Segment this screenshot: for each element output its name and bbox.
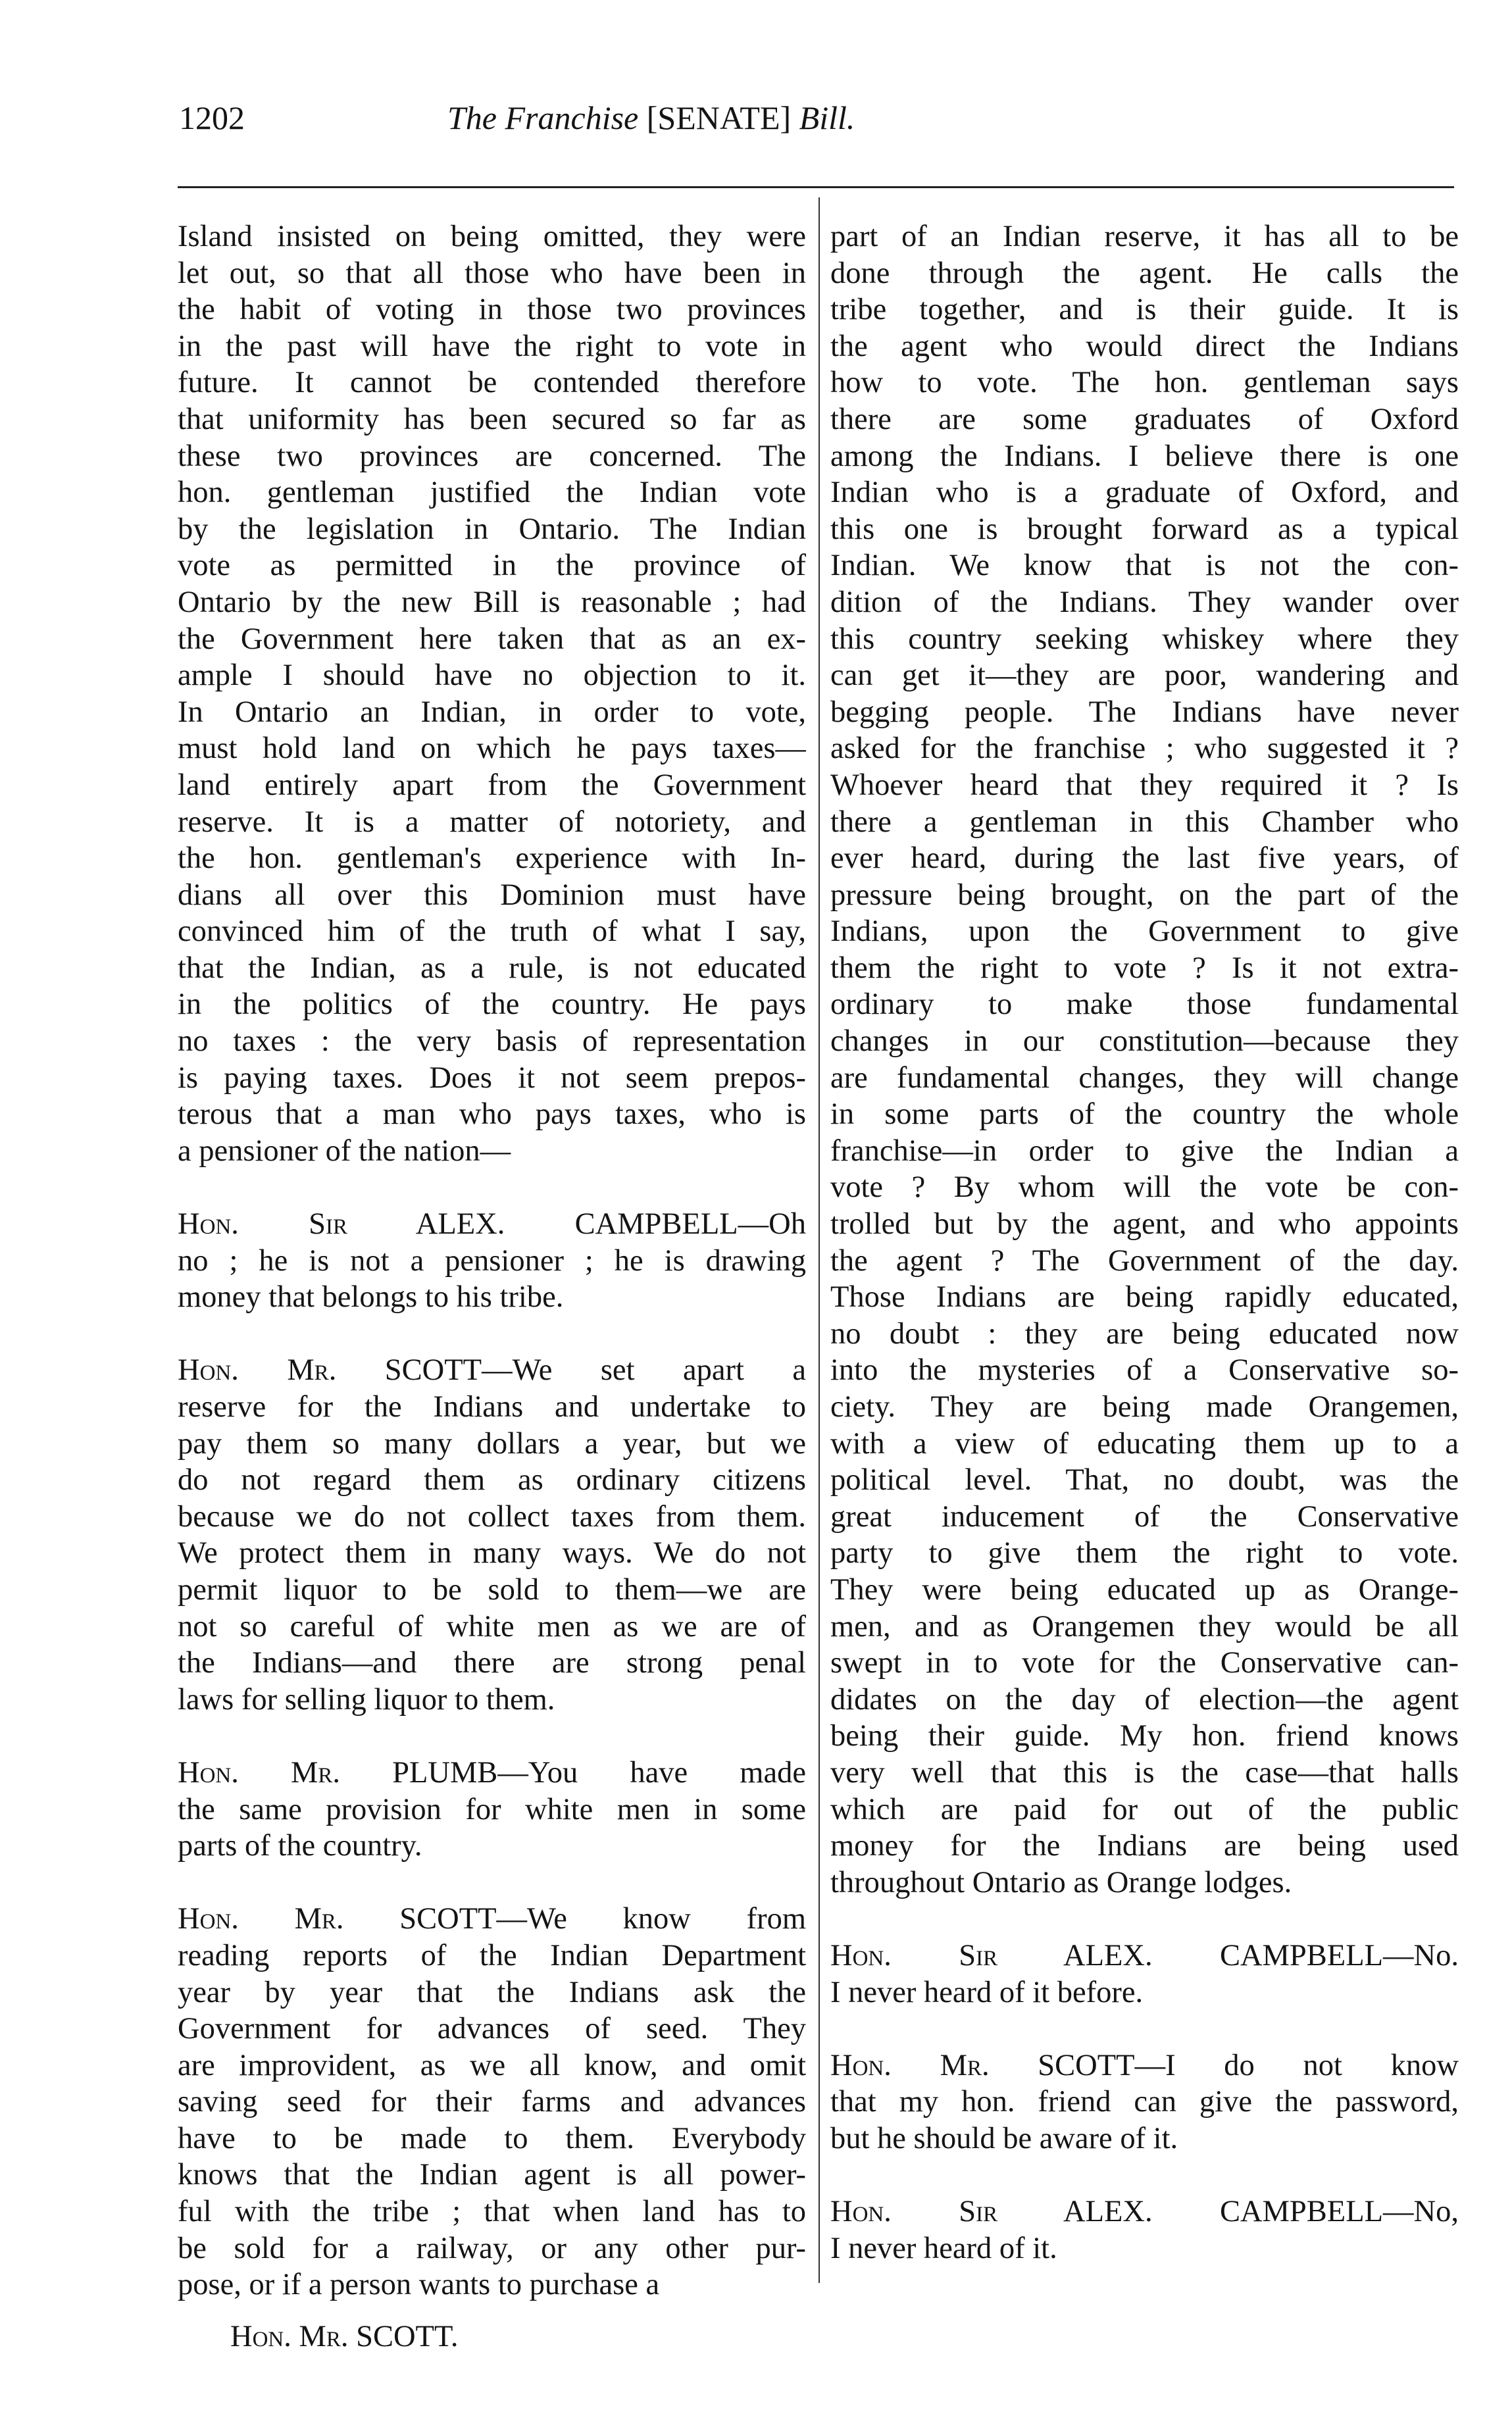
text-line: [830, 1645, 1459, 1682]
line-text: among the Indians. I believe there is one: [830, 439, 1459, 473]
text-line: [830, 255, 1459, 292]
line-text: vote ? By whom will the vote be con-: [830, 1170, 1459, 1205]
line-text: terous that a man who pays taxes, who is: [178, 1097, 806, 1132]
text-line: [830, 1682, 1459, 1718]
text-line: [178, 328, 806, 365]
text-line: [830, 1316, 1459, 1353]
running-title-bill: Bill.: [799, 99, 855, 136]
text-line: [830, 840, 1459, 877]
text-line: [178, 767, 806, 804]
text-line: [178, 1792, 806, 1828]
line-text: the agent who would direct the Indians: [830, 329, 1459, 363]
text-line: [178, 2194, 806, 2230]
line-text: the hon. gentleman's experience with In-: [178, 841, 806, 876]
running-title: [447, 99, 855, 137]
paragraph: [830, 1901, 1459, 2011]
text-line: [830, 2120, 1459, 2157]
paragraph-gap: [830, 2011, 1459, 2047]
line-text: —I do not know: [1134, 2048, 1459, 2082]
line-text: the Indians—and there are strong penal: [178, 1646, 806, 1680]
running-head: [0, 99, 1512, 151]
text-line: [178, 694, 806, 731]
paragraph: [178, 218, 806, 1169]
paragraph: [178, 1316, 806, 1718]
line-text: there a gentleman in this Chamber who: [830, 805, 1459, 839]
line-text: begging people. The Indians have never: [830, 695, 1459, 729]
text-line: [830, 511, 1459, 548]
line-text: pay them so many dollars a year, but we: [178, 1426, 806, 1461]
line-text: In Ontario an Indian, in order to vote,: [178, 695, 806, 729]
text-line: [830, 950, 1459, 987]
line-text: throughout Ontario as Orange lodges.: [830, 1865, 1292, 1899]
line-text: Government for advances of seed. They: [178, 2012, 806, 2046]
text-line: [178, 2230, 806, 2267]
line-text: I never heard of it before.: [830, 1975, 1144, 2009]
line-text: by the legislation in Ontario. The Indian: [178, 512, 806, 546]
text-line: [830, 1974, 1459, 2011]
line-text: be sold for a railway, or any other pur-: [178, 2231, 806, 2265]
text-line: [178, 547, 806, 584]
line-text: can get it—they are poor, wandering and: [830, 659, 1459, 693]
line-text: these two provinces are concerned. The: [178, 439, 806, 473]
text-line: [178, 804, 806, 841]
line-text: We protect them in many ways. We do not: [178, 1536, 806, 1570]
text-line: [178, 401, 806, 438]
line-text: Island insisted on being omitted, they were: [178, 220, 806, 253]
text-line: [178, 1755, 806, 1792]
line-text: —We set apart a: [482, 1353, 806, 1388]
line-text: dians all over this Dominion must have: [178, 878, 806, 912]
text-line: [830, 1279, 1459, 1316]
text-line: [178, 218, 806, 255]
line-text: money that belongs to his tribe.: [178, 1280, 564, 1315]
line-text: the agent ? The Government of the day.: [830, 1243, 1459, 1278]
line-text: a pensioner of the nation—: [178, 1134, 511, 1168]
speaker-name: Hon. Sir ALEX. CAMPBELL: [178, 1207, 738, 1242]
text-line: [178, 1023, 806, 1060]
header-rule: [178, 186, 1454, 188]
text-line: [178, 511, 806, 548]
text-line: [830, 1060, 1459, 1097]
line-text: ordinary to make those fundamental: [830, 988, 1459, 1022]
text-line: [178, 1645, 806, 1682]
line-text: didates on the day of election—the agent: [830, 1682, 1459, 1717]
line-text: Those Indians are being rapidly educated,: [830, 1280, 1459, 1315]
line-text: have to be made to them. Everybody: [178, 2121, 806, 2155]
text-line: [830, 364, 1459, 401]
text-line: [178, 730, 806, 767]
line-text: that my hon. friend can give the password,: [830, 2085, 1459, 2119]
line-text: ful with the tribe ; that when land has to: [178, 2195, 806, 2229]
text-line: [178, 1279, 806, 1316]
text-line: [830, 1718, 1459, 1755]
line-text: this one is brought forward as a typical: [830, 512, 1459, 546]
line-text: convinced him of the truth of what I say,: [178, 915, 806, 949]
line-text: being their guide. My hon. friend knows: [830, 1719, 1459, 1753]
line-text: there are some graduates of Oxford: [830, 402, 1459, 436]
line-text: saving seed for their farms and advances: [178, 2085, 806, 2119]
line-text: Indians, upon the Government to give: [830, 915, 1459, 949]
line-text: into the mysteries of a Conservative so-: [830, 1353, 1459, 1388]
text-line: [830, 1462, 1459, 1499]
text-line: [830, 1828, 1459, 1865]
line-text: dition of the Indians. They wander over: [830, 585, 1459, 619]
text-line: [830, 1865, 1459, 1901]
text-line: [830, 1792, 1459, 1828]
speaker-name: Hon. Mr. SCOTT: [830, 2048, 1135, 2082]
line-text: laws for selling liquor to them.: [178, 1682, 555, 1717]
line-text: swept in to vote for the Conservative can-: [830, 1646, 1459, 1680]
line-text: great inducement of the Conservative: [830, 1499, 1459, 1534]
text-line: [178, 950, 806, 987]
line-text: Ontario by the new Bill is reasonable ; had: [178, 585, 806, 619]
text-line: [178, 621, 806, 658]
text-line: [178, 1828, 806, 1865]
line-text: no doubt : they are being educated now: [830, 1317, 1459, 1351]
text-line: [830, 2194, 1459, 2230]
line-text: —You have made: [497, 1755, 806, 1790]
text-line: [830, 1938, 1459, 1974]
right-column: [830, 218, 1459, 2267]
text-line: [830, 218, 1459, 255]
paragraph-gap: [178, 1169, 806, 1206]
line-text: Indian who is a graduate of Oxford, and: [830, 476, 1459, 510]
line-text: are improvident, as we all know, and omit: [178, 2048, 806, 2082]
line-text: do not regard them as ordinary citizens: [178, 1463, 806, 1497]
text-line: [830, 1023, 1459, 1060]
line-text: this country seeking whiskey where they: [830, 622, 1459, 656]
text-line: [178, 1974, 806, 2011]
line-text: Whoever heard that they required it ? Is: [830, 768, 1459, 802]
line-text: pose, or if a person wants to purchase a: [178, 2268, 660, 2302]
text-line: [178, 2011, 806, 2047]
text-line: [178, 1352, 806, 1389]
text-line: [178, 1389, 806, 1426]
line-text: year by year that the Indians ask the: [178, 1975, 806, 2009]
text-line: [178, 474, 806, 511]
text-line: [178, 1133, 806, 1170]
text-line: [178, 291, 806, 328]
text-line: [178, 2120, 806, 2157]
line-text: with a view of educating them up to a: [830, 1426, 1459, 1461]
paragraph: [830, 2011, 1459, 2157]
text-line: [830, 2084, 1459, 2120]
text-line: [830, 291, 1459, 328]
line-text: They were being educated up as Orange-: [830, 1572, 1459, 1607]
line-text: franchise—in order to give the Indian a: [830, 1134, 1459, 1168]
line-text: in some parts of the country the whole: [830, 1097, 1459, 1132]
text-line: [830, 1352, 1459, 1389]
text-line: [830, 1755, 1459, 1792]
line-text: permit liquor to be sold to them—we are: [178, 1572, 806, 1607]
line-text: done through the agent. He calls the: [830, 256, 1459, 290]
text-line: [830, 913, 1459, 950]
line-text: not so careful of white men as we are of: [178, 1609, 806, 1643]
paragraph: [178, 1718, 806, 1864]
line-text: hon. gentleman justified the Indian vote: [178, 476, 806, 510]
line-text: is paying taxes. Does it not seem prepos-: [178, 1061, 806, 1095]
text-line: [830, 877, 1459, 914]
paragraph-gap: [830, 1901, 1459, 1938]
paragraph-gap: [178, 1865, 806, 1901]
line-text: ample I should have no objection to it.: [178, 659, 806, 693]
speaker-name: Hon. Mr. SCOTT: [178, 1353, 482, 1388]
line-text: how to vote. The hon. gentleman says: [830, 366, 1459, 400]
text-line: [178, 657, 806, 694]
running-title-house: [SENATE]: [646, 99, 792, 136]
text-line: [830, 1572, 1459, 1609]
text-line: [178, 840, 806, 877]
line-text: the habit of voting in those two provinces: [178, 293, 806, 327]
line-text: but he should be aware of it.: [830, 2121, 1178, 2155]
line-text: no taxes : the very basis of representation: [178, 1024, 806, 1059]
text-line: [178, 877, 806, 914]
text-line: [830, 1426, 1459, 1463]
text-line: [830, 2230, 1459, 2267]
left-column: [178, 218, 806, 2303]
text-line: [830, 474, 1459, 511]
text-line: [178, 438, 806, 475]
line-text: political level. That, no doubt, was the: [830, 1463, 1459, 1497]
line-text: I never heard of it.: [830, 2231, 1057, 2265]
text-line: [830, 804, 1459, 841]
speaker-name: Hon. Sir ALEX. CAMPBELL: [830, 1938, 1384, 1972]
text-line: [830, 1169, 1459, 1206]
text-line: [178, 1243, 806, 1280]
text-line: [178, 2267, 806, 2303]
text-line: [178, 1060, 806, 1097]
paragraph: [830, 2157, 1459, 2267]
line-text: are fundamental changes, they will change: [830, 1061, 1459, 1095]
text-line: [830, 547, 1459, 584]
text-line: [178, 1462, 806, 1499]
line-text: in the politics of the country. He pays: [178, 988, 806, 1022]
line-text: vote as permitted in the province of: [178, 549, 806, 583]
text-line: [830, 986, 1459, 1023]
text-line: [830, 767, 1459, 804]
text-line: [178, 986, 806, 1023]
line-text: the same provision for white men in some: [178, 1792, 806, 1826]
line-text: —We know from: [496, 1902, 806, 1936]
speaker-name: Hon. Sir ALEX. CAMPBELL: [830, 2195, 1384, 2229]
text-line: [178, 1206, 806, 1243]
text-line: [178, 913, 806, 950]
speaker-name: Hon. Mr. PLUMB: [178, 1755, 498, 1790]
line-text: Indian. We know that is not the con-: [830, 549, 1459, 583]
line-text: must hold land on which he pays taxes—: [178, 732, 806, 766]
text-line: [178, 2047, 806, 2084]
line-text: trolled but by the agent, and who appoints: [830, 1207, 1459, 1242]
line-text: ciety. They are being made Orangemen,: [830, 1390, 1459, 1424]
text-line: [830, 730, 1459, 767]
line-text: that uniformity has been secured so far as: [178, 402, 806, 436]
text-line: [830, 584, 1459, 621]
text-line: [178, 1609, 806, 1645]
paragraph: [830, 218, 1459, 1901]
line-text: —Oh: [738, 1207, 806, 1242]
line-text: party to give them the right to vote.: [830, 1536, 1459, 1570]
text-line: [178, 1901, 806, 1938]
line-text: part of an Indian reserve, it has all to be: [830, 220, 1459, 253]
line-text: in the past will have the right to vote in: [178, 329, 806, 363]
text-line: [830, 1609, 1459, 1645]
text-line: [178, 1499, 806, 1536]
line-text: that the Indian, as a rule, is not educated: [178, 951, 806, 985]
text-line: [178, 255, 806, 292]
text-line: [830, 1133, 1459, 1170]
text-line: [830, 621, 1459, 658]
text-line: [178, 1682, 806, 1718]
running-title-italic: The Franchise: [447, 99, 639, 136]
text-line: [178, 1572, 806, 1609]
text-line: [830, 657, 1459, 694]
text-line: [178, 1535, 806, 1572]
line-text: pressure being brought, on the part of the: [830, 878, 1459, 912]
line-text: asked for the franchise ; who suggested it ?: [830, 732, 1459, 766]
paragraph-gap: [178, 1316, 806, 1353]
line-text: no ; he is not a pensioner ; he is drawing: [178, 1243, 806, 1278]
line-text: money for the Indians are being used: [830, 1829, 1459, 1863]
text-line: [178, 584, 806, 621]
line-text: which are paid for out of the public: [830, 1792, 1459, 1826]
text-line: [830, 1389, 1459, 1426]
page-number: 1202: [179, 99, 245, 136]
line-text: changes in our constitution—because they: [830, 1024, 1459, 1059]
line-text: ever heard, during the last five years, of: [830, 841, 1459, 876]
line-text: reserve for the Indians and undertake to: [178, 1390, 806, 1424]
line-text: men, and as Orangemen they would be all: [830, 1609, 1459, 1643]
text-line: [830, 1096, 1459, 1133]
paragraph: [178, 1865, 806, 2303]
text-line: [830, 1243, 1459, 1280]
paragraph: [178, 1169, 806, 1315]
text-line: [830, 401, 1459, 438]
paragraph-gap: [830, 2157, 1459, 2194]
text-line: [178, 2084, 806, 2120]
text-line: [178, 1938, 806, 1974]
line-text: parts of the country.: [178, 1829, 422, 1863]
line-text: —No.: [1383, 1938, 1459, 1972]
text-line: [178, 364, 806, 401]
line-text: —No,: [1383, 2195, 1459, 2229]
line-text: knows that the Indian agent is all power-: [178, 2158, 806, 2192]
speaker-name: Hon. Mr. SCOTT: [178, 1902, 497, 1936]
text-line: [830, 2047, 1459, 2084]
line-text: reserve. It is a matter of notoriety, and: [178, 805, 806, 839]
text-line: [830, 438, 1459, 475]
line-text: the Government here taken that as an ex-: [178, 622, 806, 656]
text-line: [830, 1206, 1459, 1243]
line-text: future. It cannot be contended therefore: [178, 366, 806, 400]
line-text: let out, so that all those who have been in: [178, 256, 806, 290]
text-line: [830, 1499, 1459, 1536]
text-line: [830, 694, 1459, 731]
line-text: because we do not collect taxes from them.: [178, 1499, 806, 1534]
text-line: [178, 1096, 806, 1133]
column-divider: [819, 197, 820, 2283]
line-text: tribe together, and is their guide. It is: [830, 293, 1459, 327]
text-line: [178, 2157, 806, 2194]
line-text: them the right to vote ? Is it not extra-: [830, 951, 1459, 985]
text-line: [830, 1535, 1459, 1572]
line-text: reading reports of the Indian Department: [178, 1938, 806, 1972]
text-line: [178, 1426, 806, 1463]
line-text: very well that this is the case—that halls: [830, 1755, 1459, 1790]
text-line: [830, 328, 1459, 365]
footer-catchword: Hon. Mr. SCOTT.: [230, 2320, 459, 2353]
line-text: land entirely apart from the Government: [178, 768, 806, 802]
paragraph-gap: [178, 1718, 806, 1755]
